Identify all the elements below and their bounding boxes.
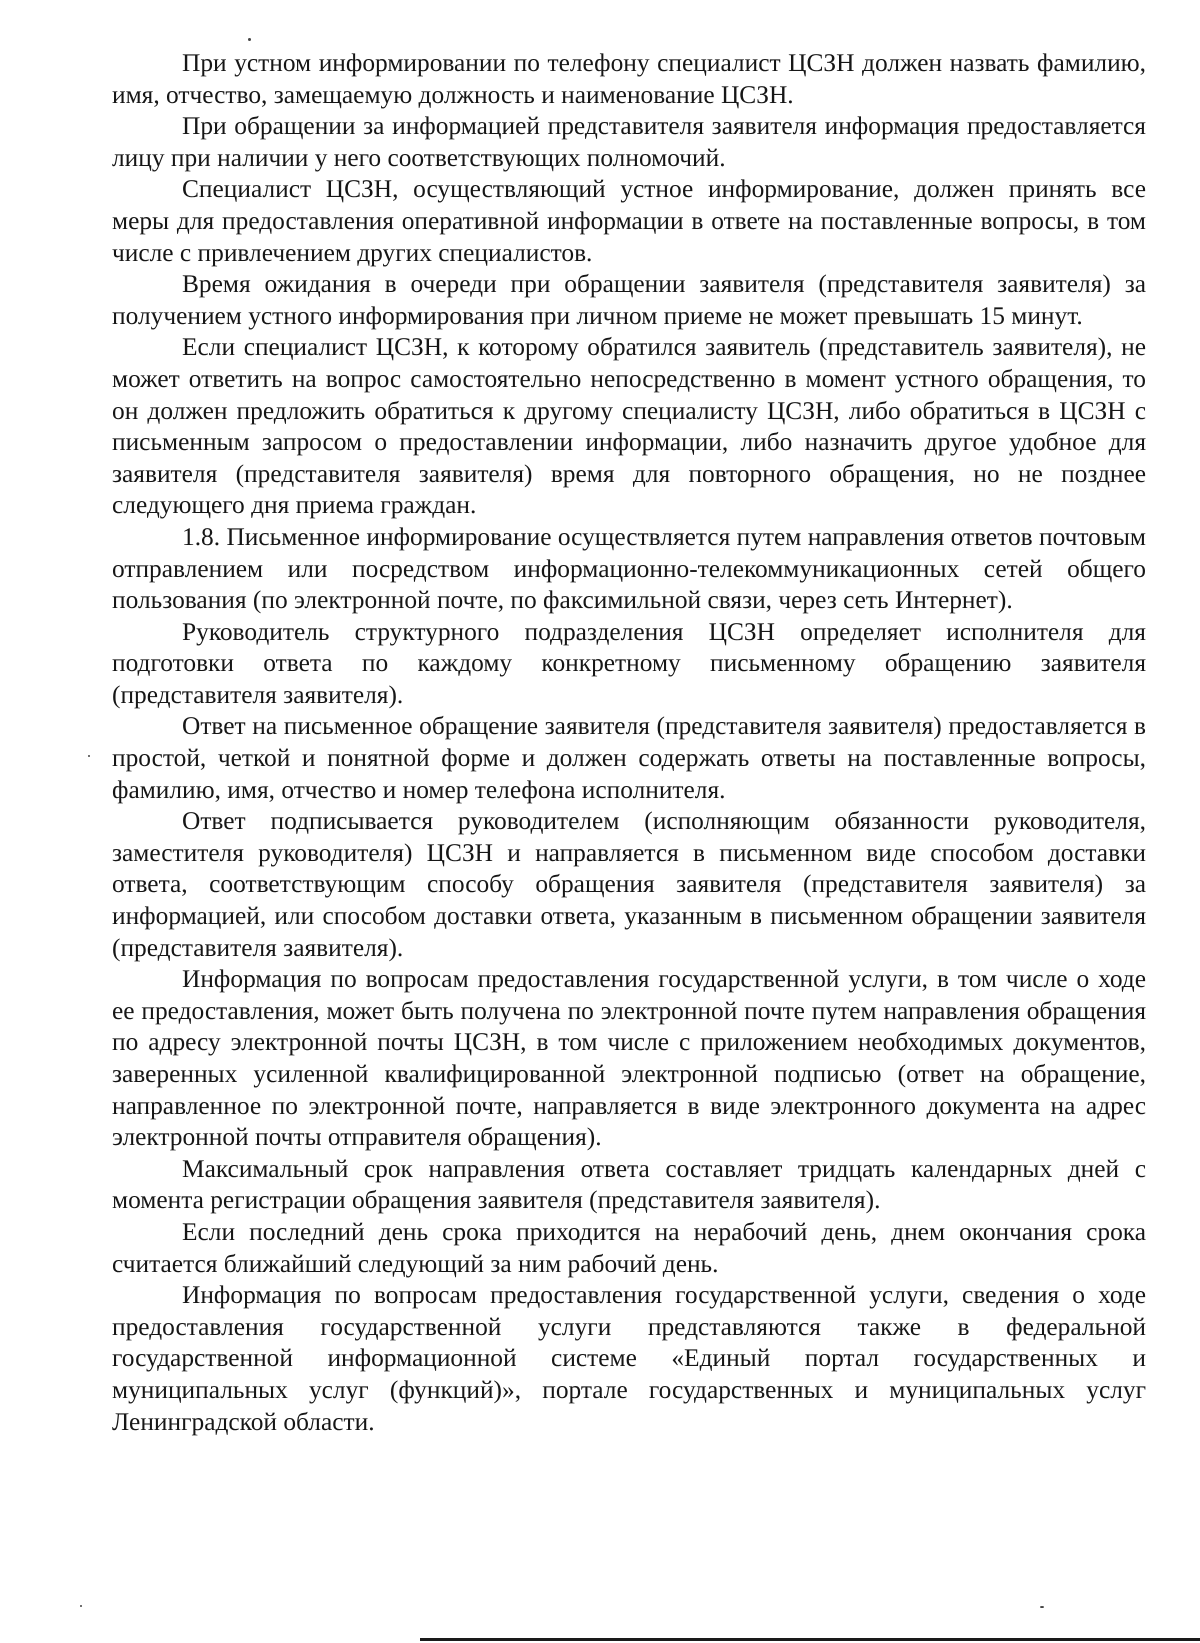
scan-speck (88, 755, 90, 757)
scan-speck (248, 38, 251, 41)
paragraph-representative: При обращении за информацией представителя заявителя информация предоставляется лицу при наличии у него соответствующих полномочий. (112, 112, 1146, 172)
paragraph-cannot-answer: Если специалист ЦСЗН, к которому обратился заявитель (представитель заявителя), не может ответить на вопрос самостоятельно непосредственно в момент устного обращения, то он должен предложить обратиться к другому специалисту ЦСЗН, либо обратиться в ЦСЗН с письменным запросом о предоставлении информации, либо назначить другое удобное для заявителя (представителя заявителя) время для повторного обращения, но не позднее следующего дня приема граждан. (112, 333, 1146, 520)
scan-speck (1040, 1606, 1044, 1608)
paragraph-holiday-rule: Если последний день срока приходится на нерабочий день, днем окончания срока считается ближайший следующий за ним рабочий день. (112, 1217, 1146, 1278)
paragraph-max-term: Максимальный срок направления ответа составляет тридцать календарных дней с момента регистрации обращения заявителя (представителя заявителя). (112, 1154, 1146, 1215)
scan-edge-line (420, 1638, 1200, 1641)
paragraph-written-info: 1.8. Письменное информирование осуществляется путем направления ответов почтовым отправлением или посредством информационно-телекоммуникационных сетей общего пользования (по электронной почте, по факсимильной связи, через сеть Интернет). (112, 522, 1146, 615)
paragraph-portal-info: Информация по вопросам предоставления государственной услуги, сведения о ходе предоставления государственной услуги представляются также в федеральной государственной информационной системе «Единый портал государственных и муниципальных услуг (функций)», портале государственных и муниципальных услуг Ленинградской области. (112, 1281, 1146, 1436)
paragraph-waiting-time: Время ожидания в очереди при обращении заявителя (представителя заявителя) за получением устного информирования при личном приеме не может превышать 15 минут. (112, 270, 1146, 330)
scan-speck (80, 1605, 82, 1607)
paragraph-answer-form: Ответ на письменное обращение заявителя (представителя заявителя) предоставляется в простой, четкой и понятной форме и должен содержать ответы на поставленные вопросы, фамилию, имя, отчество и номер телефона исполнителя. (112, 712, 1146, 804)
paragraph-head-assigns: Руководитель структурного подразделения ЦСЗН определяет исполнителя для подготовки ответа по каждому конкретному письменному обращению заявителя (представителя заявителя). (112, 617, 1146, 709)
paragraph-answer-signed: Ответ подписывается руководителем (исполняющим обязанности руководителя, заместителя руководителя) ЦСЗН и направляется в письменном виде способом доставки ответа, соответствующим способу обращения заявителя (представителя заявителя) за информацией, или способом доставки ответа, указанным в письменном обращении заявителя (представителя заявителя). (112, 807, 1146, 962)
paragraph-email-info: Информация по вопросам предоставления государственной услуги, в том числе о ходе ее предоставления, может быть получена по электронной почте путем направления обращения по адресу электронной почты ЦСЗН, в том числе с приложением необходимых документов, заверенных усиленной квалифицированной электронной подписью (ответ на обращение, направленное по электронной почте, направляется в виде электронного документа на адрес электронной почты отправителя обращения). (112, 965, 1146, 1152)
paragraph-specialist-measures: Специалист ЦСЗН, осуществляющий устное информирование, должен принять все меры для предоставления оперативной информации в ответе на поставленные вопросы, в том числе с привлечением других специалистов. (112, 175, 1146, 267)
paragraph-phone-info: При устном информировании по телефону специалист ЦСЗН должен назвать фамилию, имя, отчество, замещаемую должность и наименование ЦСЗН. (112, 49, 1146, 109)
document-body (112, 48, 1146, 1438)
